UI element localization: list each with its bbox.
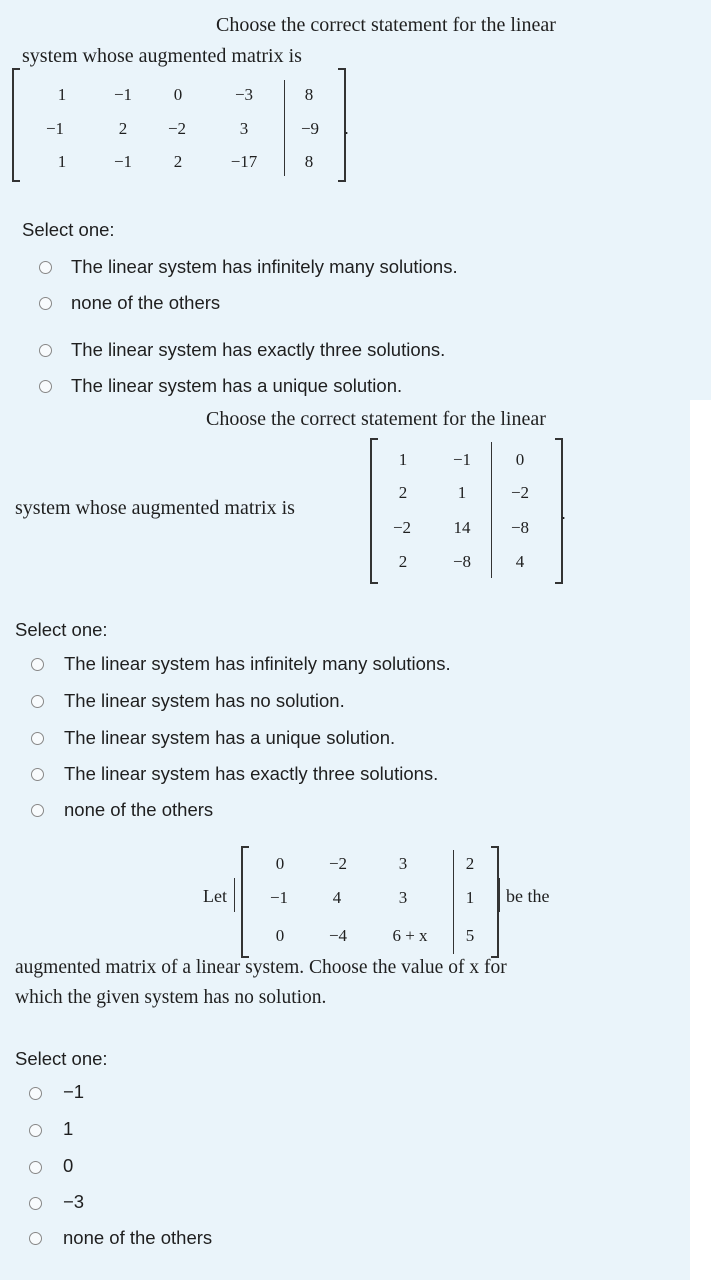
matrix-cell: 1 [57,85,67,104]
period-mark: . [561,503,567,523]
matrix-cell: 2 [118,119,128,138]
matrix-cell: 2 [398,552,408,571]
matrix-cell: −2 [167,119,187,138]
augment-divider [453,850,454,954]
matrix-cell: 0 [275,926,285,945]
radio-button[interactable] [29,1124,42,1137]
matrix-cell: −1 [452,450,472,469]
option-label: The linear system has infinitely many solutions. [71,256,458,277]
matrix-cell: 0 [515,450,525,469]
question-text: Choose the correct statement for the linear [206,408,546,430]
matrix-cell: 1 [457,483,467,502]
matrix-cell: −8 [452,552,472,571]
matrix-cell: 8 [304,85,314,104]
matrix-cell: 14 [453,518,471,537]
matrix-cell: 3 [398,854,408,873]
question-text: which the given system has no solution. [15,987,327,1008]
page-edge [690,400,711,1280]
radio-button[interactable] [29,1161,42,1174]
matrix-cell: −2 [392,518,412,537]
matrix-cell: 2 [465,854,475,873]
radio-button[interactable] [39,344,52,357]
radio-button[interactable] [39,380,52,393]
option-label: The linear system has infinitely many solutions. [64,653,451,674]
matrix-cell: −1 [113,85,133,104]
option-label: The linear system has a unique solution. [64,727,396,748]
matrix-cell: 1 [57,152,67,171]
radio-button[interactable] [39,297,52,310]
matrix-cell: 6 + x [392,926,428,945]
radio-button[interactable] [31,768,44,781]
option-label: none of the others [64,799,214,820]
option-label: none of the others [71,292,221,313]
question-text: system whose augmented matrix is [15,497,295,519]
matrix-right-bracket [491,846,499,958]
augment-divider [284,80,285,176]
option-label: −1 [63,1081,85,1102]
option-label: 1 [63,1118,74,1139]
matrix-cell: −8 [510,518,530,537]
matrix-cell: 4 [332,888,342,907]
matrix-cell: −1 [113,152,133,171]
matrix-cell: −17 [230,152,258,171]
select-one-label: Select one: [22,219,115,240]
augment-divider [491,442,492,578]
matrix-cell: −4 [328,926,348,945]
radio-button[interactable] [39,261,52,274]
matrix-cell: −1 [269,888,289,907]
matrix-cell: 0 [275,854,285,873]
matrix-left-bracket [12,68,20,182]
inline-divider [234,878,235,912]
option-label: The linear system has a unique solution. [71,375,403,396]
matrix-cell: 4 [515,552,525,571]
select-one-label: Select one: [15,619,108,640]
radio-button[interactable] [29,1087,42,1100]
option-label: none of the others [63,1227,213,1248]
option-label: 0 [63,1155,74,1176]
matrix-cell: −2 [510,483,530,502]
question-text: augmented matrix of a linear system. Choose the value of x for [15,957,507,978]
option-label: The linear system has no solution. [64,690,345,711]
period-mark: . [344,118,350,138]
radio-button[interactable] [29,1197,42,1210]
let-label: Let [203,886,227,906]
matrix-cell: 0 [173,85,183,104]
be-the-label: be the [506,886,550,906]
matrix-cell: 2 [173,152,183,171]
matrix-cell: −9 [300,119,320,138]
question-text: Choose the correct statement for the linear [216,14,556,36]
radio-button[interactable] [31,804,44,817]
matrix-cell: 1 [465,888,475,907]
matrix-left-bracket [241,846,249,958]
matrix-cell: 3 [239,119,249,138]
question-text: system whose augmented matrix is [22,45,302,67]
option-label: −3 [63,1191,85,1212]
matrix-cell: 3 [398,888,408,907]
matrix-cell: −1 [45,119,65,138]
radio-button[interactable] [29,1232,42,1245]
matrix-cell: −2 [328,854,348,873]
option-label: The linear system has exactly three solutions. [64,763,439,784]
matrix-left-bracket [370,438,378,584]
matrix-cell: −3 [234,85,254,104]
radio-button[interactable] [31,732,44,745]
radio-button[interactable] [31,695,44,708]
matrix-cell: 5 [465,926,475,945]
matrix-cell: 8 [304,152,314,171]
inline-divider [499,878,500,912]
select-one-label: Select one: [15,1048,108,1069]
matrix-cell: 2 [398,483,408,502]
matrix-cell: 1 [398,450,408,469]
option-label: The linear system has exactly three solutions. [71,339,446,360]
radio-button[interactable] [31,658,44,671]
